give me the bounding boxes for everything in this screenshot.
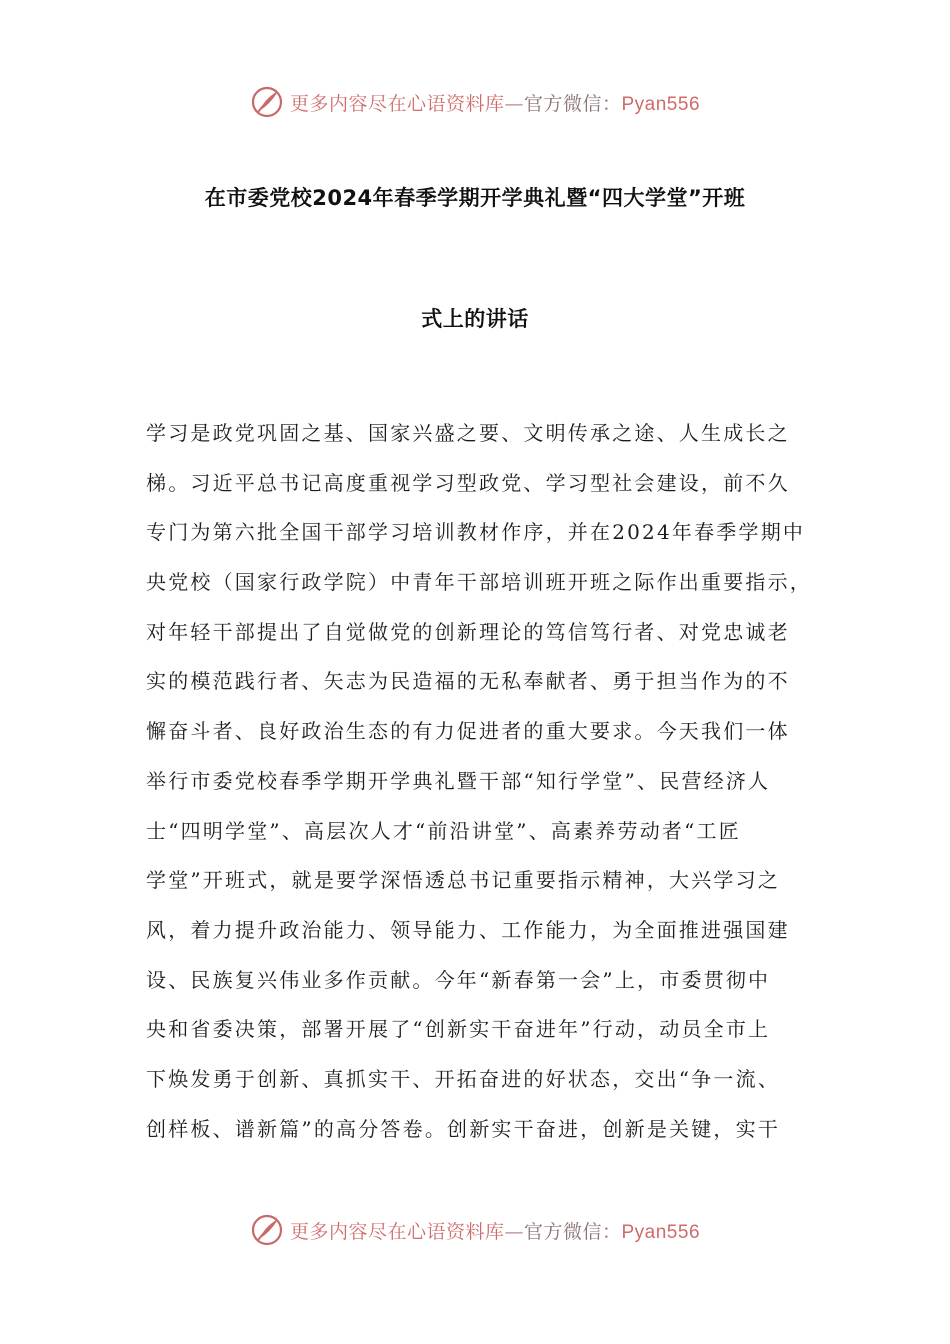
header-dash: — <box>504 92 524 115</box>
header-banner-content <box>250 85 700 119</box>
body-line: 风，着力提升政治能力、领导能力、工作能力，为全面推进强国建 <box>146 917 790 942</box>
footer-banner-content <box>250 1213 700 1247</box>
body-line: 创样板、谱新篇”的高分答卷。创新实干奋进，创新是关键，实干 <box>146 1116 781 1141</box>
body-line: 下焕发勇于创新、真抓实干、开拓奋进的好状态，交出“争一流、 <box>146 1066 781 1091</box>
quill-logo-icon <box>250 1213 284 1247</box>
footer-banner <box>0 1210 950 1250</box>
body-line: 对年轻干部提出了自觉做党的创新理论的笃信笃行者、对党忠诚老 <box>146 619 790 644</box>
body-line: 举行市委党校春季学期开学典礼暨干部“知行学堂”、民营经济人 <box>146 768 771 793</box>
header-banner-text <box>290 89 700 116</box>
body-line: 学堂”开班式，就是要学深悟透总书记重要指示精神，大兴学习之 <box>146 868 781 893</box>
quill-logo-icon <box>250 85 284 119</box>
document-body <box>146 418 810 1163</box>
footer-wechat-id: Pyan556 <box>621 1221 701 1243</box>
body-line: 士“四明学堂”、高层次人才“前沿讲堂”、高素养劳动者“工匠 <box>146 818 741 843</box>
body-line: 设、民族复兴伟业多作贡献。今年“新春第一会”上，市委贯彻中 <box>146 967 771 992</box>
body-line: 学习是政党巩固之基、国家兴盛之要、文明传承之途、人生成长之 <box>146 421 790 445</box>
document-title-line-2: 式上的讲话 <box>421 307 529 331</box>
body-line: 懈奋斗者、良好政治生态的有力促进者的重大要求。今天我们一体 <box>146 719 790 744</box>
body-line: 央和省委决策，部署开展了“创新实干奋进年”行动，动员全市上 <box>146 1017 771 1042</box>
footer-banner-text <box>290 1217 700 1244</box>
body-line: 梯。习近平总书记高度重视学习型政党、学习型社会建设，前不久 <box>146 470 790 495</box>
document-title-line-1: 在市委党校2024年春季学期开学典礼暨“四大学堂”开班 <box>204 186 746 210</box>
body-line: 专门为第六批全国干部学习培训教材作序，并在2024年春季学期中 <box>146 520 806 545</box>
header-wechat-id: Pyan556 <box>621 93 701 115</box>
header-wechat-label: 官方微信： <box>523 92 622 115</box>
footer-dash: — <box>504 1220 524 1243</box>
body-line: 实的模范践行者、矢志为民造福的无私奉献者、勇于担当作为的不 <box>146 669 790 694</box>
footer-wechat-label: 官方微信： <box>523 1220 622 1243</box>
header-banner <box>0 82 950 122</box>
body-line: 央党校（国家行政学院）中青年干部培训班开班之际作出重要指示， <box>146 570 812 595</box>
footer-site-text: 更多内容尽在心语资料库 <box>289 1220 505 1243</box>
header-site-text: 更多内容尽在心语资料库 <box>289 92 505 115</box>
